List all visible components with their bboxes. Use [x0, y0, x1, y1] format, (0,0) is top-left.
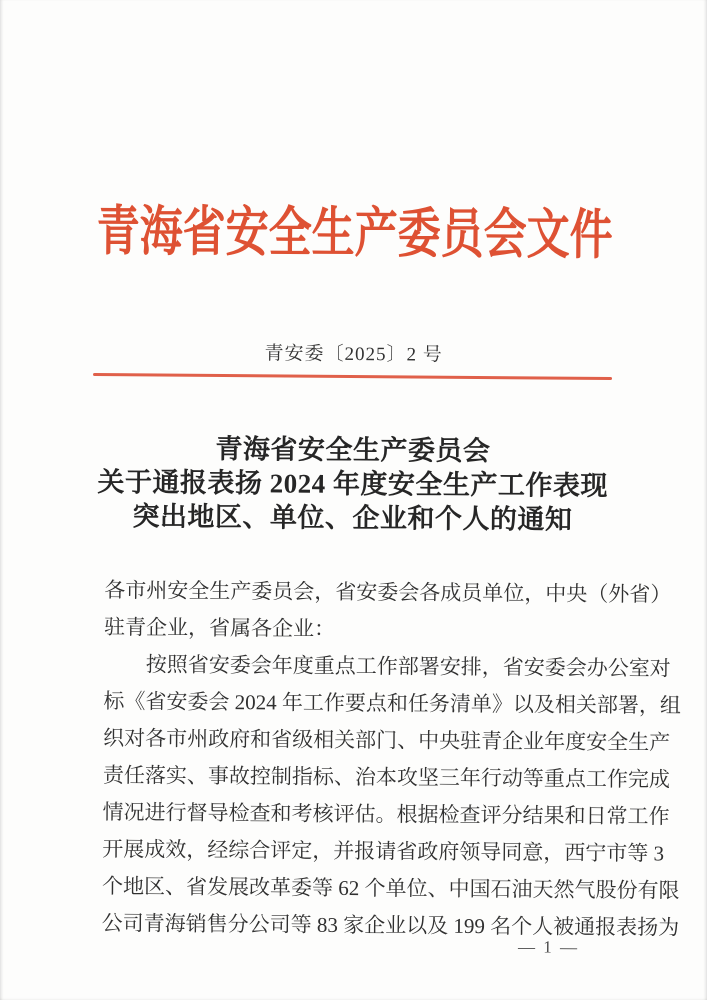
- notice-title: [0, 430, 707, 538]
- text-line: 按照省安委会年度重点工作部署安排，省安委会办公室对: [103, 652, 671, 681]
- text-line: 突出地区、单位、企业和个人的通知: [132, 501, 573, 535]
- document-number: 青安委〔2025〕2 号: [264, 343, 443, 366]
- text-line: 青海省安全生产委员会: [215, 433, 491, 467]
- document-header-title: [1, 201, 707, 269]
- document-header-title-text: 青海省安全生产委员会文件: [96, 202, 613, 267]
- text-line: 标《省安委会 2024 年工作要点和任务清单》以及相关部署，组: [103, 689, 682, 718]
- text-line: 公司青海销售分公司等 83 家企业以及 199 名个人被通报表扬为: [101, 911, 680, 940]
- body-paragraph: [101, 646, 682, 946]
- text-line: 个地区、省发展改革委等 62 个单位、中国石油天然气股份有限: [101, 874, 680, 903]
- salutation-text: [103, 572, 672, 650]
- text-line: 开展成效，经综合评定，并报请省政府领导同意，西宁市等 3: [102, 837, 665, 866]
- text-line: 驻青企业，省属各企业：: [103, 615, 336, 641]
- text-line: 责任落实、事故控制指标、治本攻坚三年行动等重点工作完成: [102, 763, 670, 792]
- text-line: 各市州安全生产委员会，省安委会各成员单位，中央（外省）: [104, 578, 672, 607]
- text-line: 关于通报表扬 2024 年度安全生产工作表现: [97, 466, 609, 502]
- page-number: — 1 —: [517, 937, 580, 957]
- text-line: 情况进行督导检查和考核评估。根据检查评分结果和日常工作: [102, 800, 670, 829]
- red-divider-line: [93, 373, 612, 380]
- text-line: 织对各市州政府和省级相关部门、中央驻青企业年度安全生产: [103, 726, 671, 755]
